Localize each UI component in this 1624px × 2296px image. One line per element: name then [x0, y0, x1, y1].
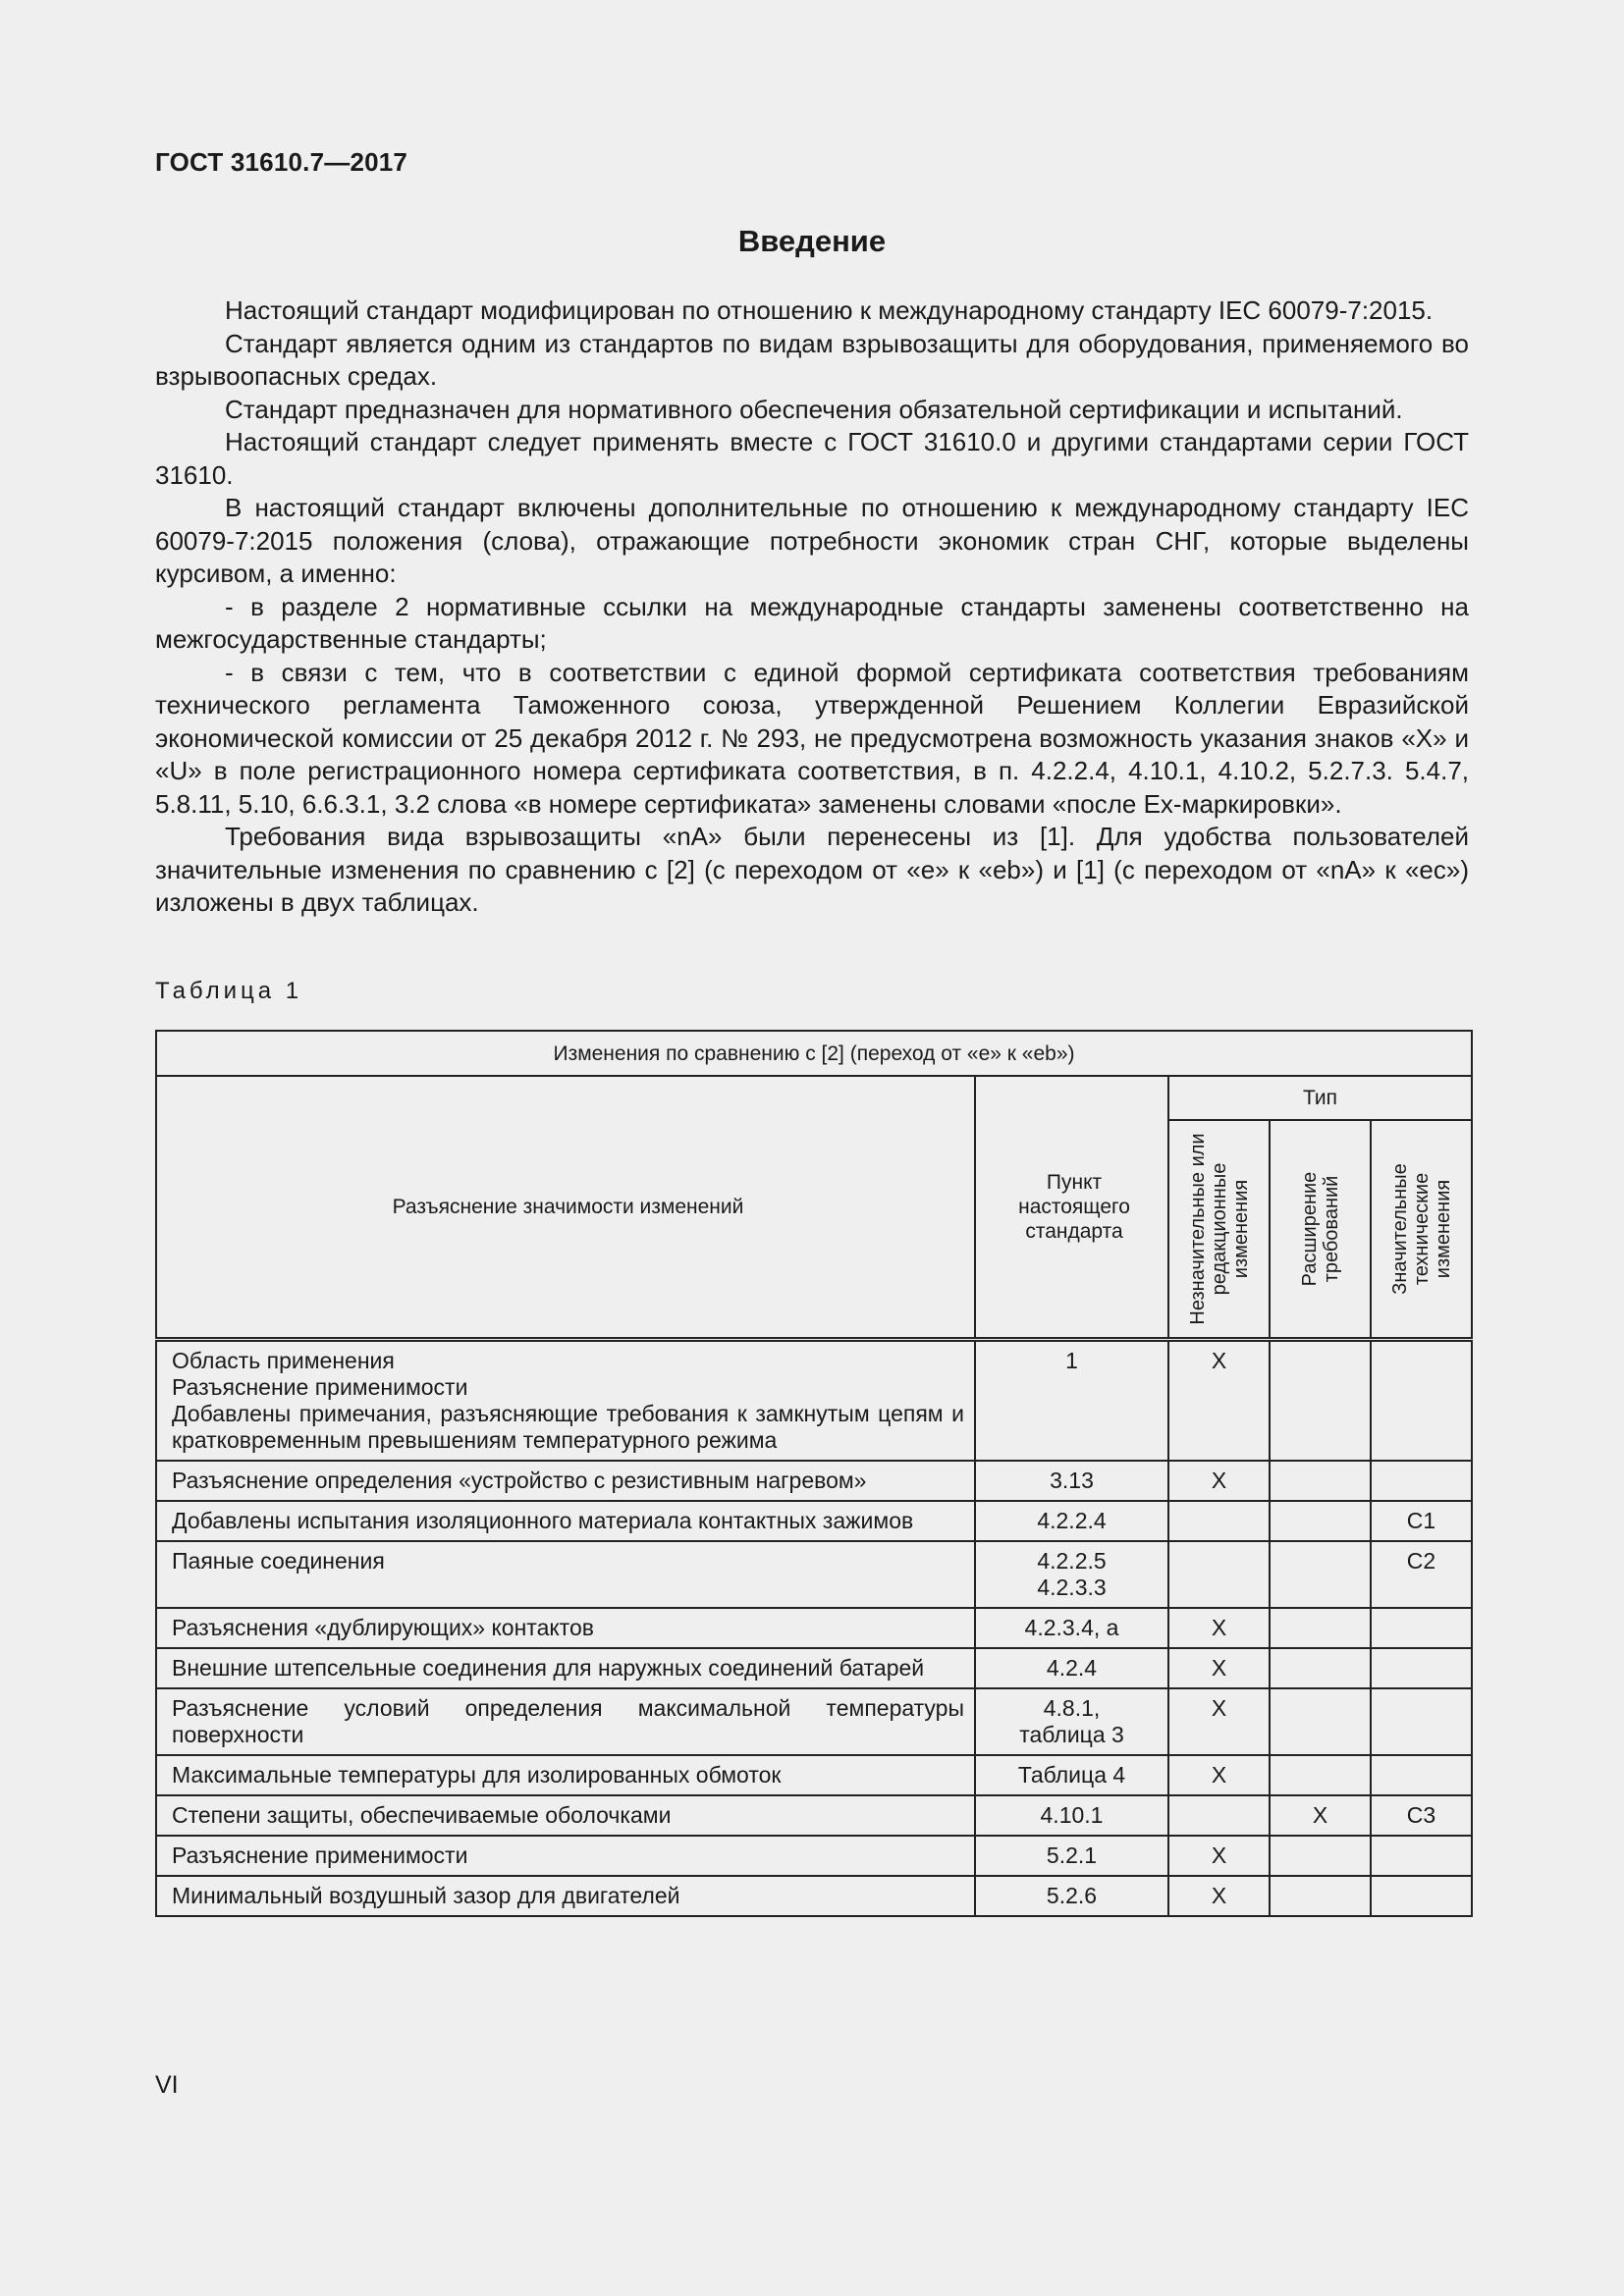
row-major-mark	[1371, 1876, 1472, 1916]
row-extension-mark	[1270, 1340, 1371, 1462]
column-header-major-label: Значительные технические изменения	[1388, 1163, 1454, 1295]
row-minor-mark	[1168, 1501, 1270, 1541]
page-number: VI	[155, 2071, 179, 2099]
paragraph: Настоящий стандарт модифицирован по отношению к международному стандарту IEC 60079-7:2015.	[225, 295, 1434, 325]
row-major-mark	[1371, 1608, 1472, 1648]
table-row	[156, 1608, 1472, 1648]
paragraph: Стандарт является одним из стандартов по видам взрывозащиты для оборудования, применяемого во взрывоопасных средах.	[155, 328, 1469, 391]
row-minor-mark: X	[1168, 1648, 1270, 1688]
row-extension-mark: X	[1270, 1795, 1371, 1836]
row-description-line: Разъяснения «дублирующих» контактов	[172, 1615, 594, 1640]
row-description-line: Разъяснение определения «устройство с резистивным нагревом»	[172, 1468, 867, 1493]
row-extension-mark	[1270, 1688, 1371, 1755]
row-minor-mark: X	[1168, 1755, 1270, 1795]
table-row	[156, 1688, 1472, 1755]
table-row	[156, 1876, 1472, 1916]
row-extension-mark	[1270, 1501, 1371, 1541]
table-row	[156, 1648, 1472, 1688]
row-clause: Таблица 4	[975, 1755, 1168, 1795]
row-extension-mark	[1270, 1541, 1371, 1608]
row-description-line: Область применения	[172, 1348, 395, 1373]
row-extension-mark	[1270, 1836, 1371, 1876]
row-minor-mark	[1168, 1541, 1270, 1608]
table-row	[156, 1461, 1472, 1501]
row-clause: 4.2.3.4, а	[975, 1608, 1168, 1648]
row-clause: 1	[975, 1340, 1168, 1462]
row-clause: 4.2.2.5 4.2.3.3	[975, 1541, 1168, 1608]
row-extension-mark	[1270, 1876, 1371, 1916]
row-description-line: Разъяснение условий определения максимальной температуры поверхности	[172, 1695, 964, 1747]
column-header-clause: Пункт настоящего стандарта	[975, 1076, 1168, 1340]
row-description	[156, 1461, 975, 1501]
paragraph: - в связи с тем, что в соответствии с единой формой сертификата соответствия требованиям технического регламента Таможенного союза, утвержденной Решением Коллегии Евразийской экономической комиссии от 25 декабря 2012 г. № 293, не предусмотрена возможность указания знаков «X» и «U» в поле регистрационного номера сертификата соответствия, в п. 4.2.2.4, 4.10.1, 4.10.2, 5.2.7.3. 5.4.7, 5.8.11, 5.10, 6.6.3.1, 3.2 слова «в номере сертификата» заменены словами «после Ex-маркировки».	[155, 657, 1469, 819]
row-major-mark	[1371, 1836, 1472, 1876]
column-header-major	[1371, 1120, 1472, 1340]
row-clause: 5.2.6	[975, 1876, 1168, 1916]
row-major-mark: C1	[1371, 1501, 1472, 1541]
table-body	[156, 1340, 1472, 1917]
row-minor-mark: X	[1168, 1608, 1270, 1648]
row-major-mark	[1371, 1340, 1472, 1462]
row-major-mark: C2	[1371, 1541, 1472, 1608]
row-description-line: Паяные соединения	[172, 1548, 385, 1574]
section-title: Введение	[737, 224, 887, 258]
table-caption: Изменения по сравнению с [2] (переход от «е» к «eb»)	[156, 1031, 1472, 1076]
row-extension-mark	[1270, 1608, 1371, 1648]
row-description	[156, 1755, 975, 1795]
row-clause: 5.2.1	[975, 1836, 1168, 1876]
row-minor-mark: X	[1168, 1876, 1270, 1916]
paragraph: Настоящий стандарт следует применять вместе с ГОСТ 31610.0 и другими стандартами серии ГОСТ 31610.	[155, 427, 1469, 490]
paragraph: В настоящий стандарт включены дополнительные по отношению к международному стандарту IEC 60079-7:2015 положения (слова), отражающие потребности экономик стран СНГ, которые выделены курсивом, а именно:	[155, 493, 1469, 588]
row-major-mark	[1371, 1461, 1472, 1501]
row-description	[156, 1541, 975, 1608]
row-description	[156, 1608, 975, 1648]
table-row	[156, 1541, 1472, 1608]
changes-table	[155, 1030, 1473, 1917]
column-header-extension-label: Расширение требований	[1298, 1171, 1342, 1287]
row-clause: 4.10.1	[975, 1795, 1168, 1836]
row-major-mark	[1371, 1648, 1472, 1688]
table-label: Таблица 1	[155, 978, 303, 1004]
row-clause: 4.8.1, таблица 3	[975, 1688, 1168, 1755]
row-minor-mark: X	[1168, 1836, 1270, 1876]
column-header-explanation: Разъяснение значимости изменений	[156, 1076, 975, 1340]
row-description-line: Разъяснение применимости	[172, 1374, 468, 1400]
row-clause: 4.2.4	[975, 1648, 1168, 1688]
column-header-minor	[1168, 1120, 1270, 1340]
row-description	[156, 1795, 975, 1836]
row-description	[156, 1340, 975, 1462]
row-description	[156, 1648, 975, 1688]
row-description	[156, 1836, 975, 1876]
table-row	[156, 1836, 1472, 1876]
row-major-mark: C3	[1371, 1795, 1472, 1836]
row-extension-mark	[1270, 1461, 1371, 1501]
row-description	[156, 1876, 975, 1916]
row-description-line: Максимальные температуры для изолированных обмоток	[172, 1762, 782, 1788]
row-minor-mark	[1168, 1795, 1270, 1836]
row-minor-mark: X	[1168, 1461, 1270, 1501]
row-description-line: Разъяснение применимости	[172, 1842, 468, 1868]
row-extension-mark	[1270, 1755, 1371, 1795]
row-description	[156, 1501, 975, 1541]
paragraph: Требования вида взрывозащиты «nA» были перенесены из [1]. Для удобства пользователей значительные изменения по сравнению с [2] (с переходом от «е» к «eb») и [1] (с переходом от «nA» к «ec») изложены в двух таблицах.	[155, 822, 1469, 917]
row-description-line: Минимальный воздушный зазор для двигателей	[172, 1883, 680, 1908]
table-row	[156, 1795, 1472, 1836]
row-description-line: Внешние штепсельные соединения для наружных соединений батарей	[172, 1655, 925, 1681]
row-clause: 4.2.2.4	[975, 1501, 1168, 1541]
row-extension-mark	[1270, 1648, 1371, 1688]
row-description-line: Добавлены испытания изоляционного материала контактных зажимов	[172, 1508, 914, 1533]
row-description-line: Добавлены примечания, разъясняющие требования к замкнутым цепям и кратковременным превышениям температурного режима	[172, 1401, 964, 1453]
row-major-mark	[1371, 1755, 1472, 1795]
row-clause: 3.13	[975, 1461, 1168, 1501]
paragraph: Стандарт предназначен для нормативного обеспечения обязательной сертификации и испытаний.	[225, 394, 1403, 424]
column-header-minor-label: Незначительные или редакционные изменения	[1186, 1133, 1252, 1325]
table-row	[156, 1501, 1472, 1541]
column-header-type: Тип	[1168, 1076, 1472, 1120]
row-major-mark	[1371, 1688, 1472, 1755]
row-minor-mark: X	[1168, 1688, 1270, 1755]
introduction-text	[155, 294, 1469, 920]
row-minor-mark: X	[1168, 1340, 1270, 1462]
document-code: ГОСТ 31610.7—2017	[155, 147, 408, 177]
table-row	[156, 1340, 1472, 1462]
column-header-extension	[1270, 1120, 1371, 1340]
row-description-line: Степени защиты, обеспечиваемые оболочками	[172, 1802, 672, 1828]
row-description	[156, 1688, 975, 1755]
table-row	[156, 1755, 1472, 1795]
paragraph: - в разделе 2 нормативные ссылки на международные стандарты заменены соответственно на межгосударственные стандарты;	[155, 591, 1469, 654]
